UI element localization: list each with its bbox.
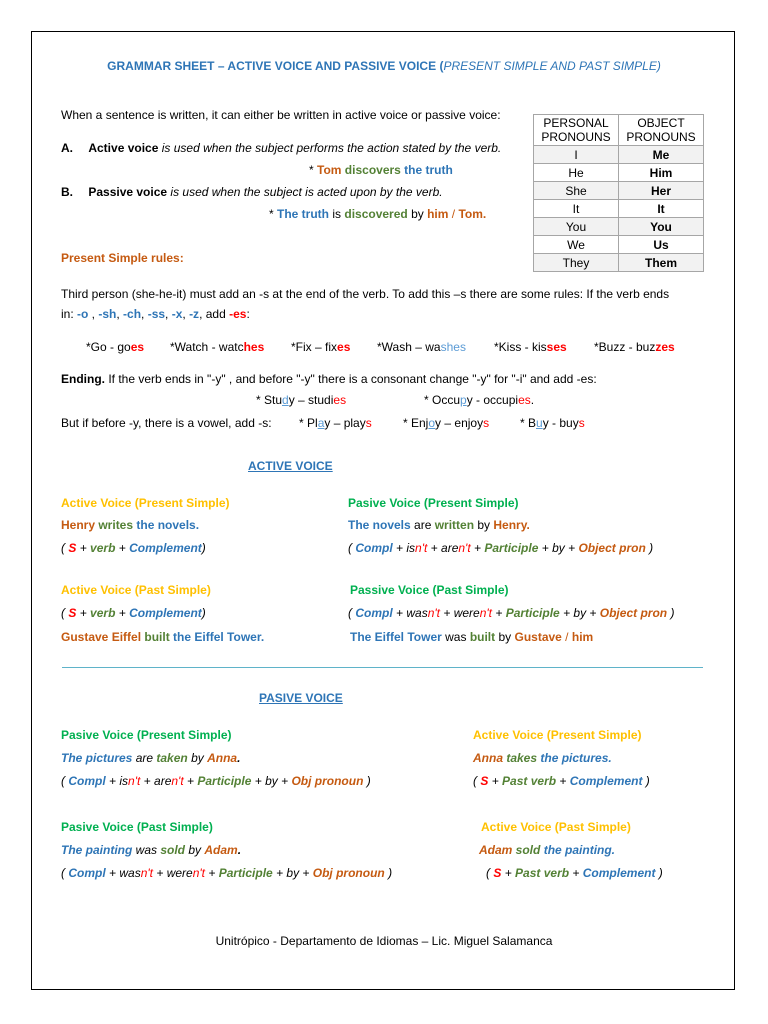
text-fragment: It bbox=[619, 200, 704, 218]
text-fragment: discovered bbox=[344, 207, 408, 221]
text-fragment: * B bbox=[520, 416, 537, 430]
text-fragment: Participle bbox=[218, 866, 273, 880]
es-example bbox=[494, 340, 567, 355]
text-fragment: Participle bbox=[484, 541, 539, 555]
text-fragment: Participle bbox=[197, 774, 252, 788]
text-fragment: ) bbox=[363, 774, 371, 788]
text-fragment: shes bbox=[440, 340, 466, 354]
table-row bbox=[534, 200, 704, 218]
text-fragment: ) bbox=[642, 774, 650, 788]
title-italic: PRESENT SIMPLE AND PAST SIMPLE) bbox=[443, 59, 661, 73]
text-fragment: Participle bbox=[505, 606, 560, 620]
text-fragment: n't bbox=[192, 866, 206, 880]
text-fragment: was bbox=[132, 843, 161, 857]
y-example-occupy bbox=[424, 393, 534, 408]
text-fragment: ) bbox=[384, 866, 393, 880]
text-fragment: es bbox=[130, 340, 145, 354]
text-fragment: y – enjoy bbox=[435, 416, 484, 430]
text-fragment: + bbox=[492, 606, 506, 620]
text-fragment: , bbox=[88, 307, 99, 321]
text-fragment: + bbox=[488, 774, 503, 788]
text-fragment: Us bbox=[619, 236, 704, 254]
text-fragment: It bbox=[534, 200, 619, 218]
text-fragment: Anna bbox=[473, 751, 503, 765]
text-fragment: The pictures bbox=[61, 751, 133, 765]
text-fragment: You bbox=[534, 218, 619, 236]
text-fragment: He bbox=[534, 164, 619, 182]
text-fragment: If the verb ends in "-y" , and before "-y" there is a consonant change "-y" for "-i" and add -es: bbox=[105, 372, 597, 386]
present-rules-heading: Present Simple rules: bbox=[61, 251, 184, 265]
text-fragment: Object pron bbox=[578, 541, 646, 555]
text-fragment: takes bbox=[503, 751, 538, 765]
text-fragment: Gustave Eiffel bbox=[61, 630, 142, 644]
text-fragment: . bbox=[530, 393, 535, 407]
text-fragment: sold bbox=[160, 843, 186, 857]
section-divider bbox=[62, 667, 703, 668]
text-fragment: him bbox=[571, 630, 594, 644]
def-a-example bbox=[309, 163, 453, 178]
text-fragment: -es bbox=[229, 307, 247, 321]
def-a-letter: A. bbox=[61, 141, 73, 155]
rules-line-2 bbox=[61, 307, 250, 322]
text-fragment: is bbox=[329, 207, 345, 221]
text-fragment: + bbox=[205, 866, 219, 880]
text-fragment: + is bbox=[105, 774, 129, 788]
text-fragment: + were bbox=[440, 606, 480, 620]
text-fragment: + bbox=[76, 541, 91, 555]
text-fragment: Henry bbox=[61, 518, 96, 532]
text-fragment: / bbox=[561, 630, 572, 644]
text-fragment: *Kiss - kis bbox=[494, 340, 547, 354]
text-fragment: *Wash – wa bbox=[377, 340, 441, 354]
text-fragment: + are bbox=[427, 541, 459, 555]
text-fragment: ( bbox=[61, 866, 69, 880]
text-fragment: d bbox=[282, 393, 289, 407]
text-fragment: ( bbox=[486, 866, 494, 880]
text-fragment: The painting bbox=[61, 843, 133, 857]
text-fragment: -sh bbox=[98, 307, 117, 321]
table-row bbox=[534, 236, 704, 254]
text-fragment: by bbox=[185, 843, 205, 857]
text-fragment: hes bbox=[243, 340, 265, 354]
text-fragment: Ending. bbox=[61, 372, 105, 386]
passive-present-formula bbox=[348, 541, 653, 556]
text-fragment: * Stu bbox=[256, 393, 283, 407]
text-fragment: Henry bbox=[493, 518, 527, 532]
text-fragment: * bbox=[269, 207, 278, 221]
text-fragment: + by + bbox=[272, 866, 313, 880]
table-row bbox=[534, 182, 704, 200]
text-fragment: The Eiffel Tower bbox=[350, 630, 442, 644]
def-b-example bbox=[269, 207, 486, 222]
text-fragment: *Watch - watc bbox=[170, 340, 244, 354]
def-passive bbox=[61, 185, 443, 200]
text-fragment: es bbox=[518, 393, 531, 407]
text-fragment: Object pron bbox=[599, 606, 668, 620]
text-fragment: Tom bbox=[458, 207, 483, 221]
text-fragment: by bbox=[407, 207, 428, 221]
text-fragment: ( bbox=[61, 541, 69, 555]
text-fragment: ( bbox=[61, 606, 69, 620]
text-fragment: + bbox=[115, 541, 130, 555]
text-fragment: Compl bbox=[68, 866, 106, 880]
text-fragment: ) bbox=[655, 866, 663, 880]
text-fragment: y – studi bbox=[288, 393, 334, 407]
text-fragment: writes bbox=[95, 518, 134, 532]
text-fragment: Gustave bbox=[514, 630, 562, 644]
text-fragment: y – play bbox=[324, 416, 366, 430]
es-example bbox=[594, 340, 675, 355]
pronoun-table bbox=[533, 114, 704, 272]
text-fragment: + are bbox=[140, 774, 172, 788]
active2-present-formula bbox=[473, 774, 650, 789]
text-fragment: + bbox=[470, 541, 485, 555]
text-fragment: Adam bbox=[204, 843, 238, 857]
passive-past-label: Passive Voice (Past Simple) bbox=[350, 583, 509, 597]
def-b-letter: B. bbox=[61, 185, 73, 199]
passive-past-example bbox=[350, 630, 593, 645]
text-fragment: + is bbox=[392, 541, 416, 555]
text-fragment: S bbox=[493, 866, 502, 880]
active-past-label: Active Voice (Past Simple) bbox=[61, 583, 211, 597]
passive2-past-formula bbox=[61, 866, 392, 881]
text-fragment: Complement bbox=[129, 606, 202, 620]
es-example bbox=[377, 340, 466, 355]
text-fragment: *Fix – fix bbox=[291, 340, 338, 354]
text-fragment: p bbox=[460, 393, 467, 407]
text-fragment: ) bbox=[201, 606, 206, 620]
active2-past-label: Active Voice (Past Simple) bbox=[481, 820, 631, 834]
text-fragment: + bbox=[76, 606, 91, 620]
passive2-present-formula bbox=[61, 774, 371, 789]
text-fragment: Compl bbox=[355, 541, 393, 555]
text-fragment: s bbox=[578, 416, 585, 430]
passive2-present-example bbox=[61, 751, 240, 766]
text-fragment: + by + bbox=[538, 541, 579, 555]
active2-present-example bbox=[473, 751, 612, 766]
text-fragment: built bbox=[141, 630, 170, 644]
text-fragment: written bbox=[434, 518, 475, 532]
es-example bbox=[291, 340, 350, 355]
text-fragment: Past verb bbox=[515, 866, 570, 880]
active-present-label: Active Voice (Present Simple) bbox=[61, 496, 230, 510]
text-fragment: n't bbox=[140, 866, 154, 880]
text-fragment: built bbox=[469, 630, 496, 644]
text-fragment: ses bbox=[546, 340, 567, 354]
footer-text: Unitrópico - Departamento de Idiomas – Lic. Miguel Salamanca bbox=[215, 934, 553, 948]
text-fragment: ( bbox=[348, 606, 356, 620]
text-fragment: o bbox=[428, 416, 436, 430]
text-fragment: ( bbox=[473, 774, 481, 788]
text-fragment: -ch bbox=[123, 307, 142, 321]
text-fragment: discovers bbox=[341, 163, 401, 177]
text-fragment: Complement bbox=[582, 866, 656, 880]
text-fragment: -z bbox=[189, 307, 200, 321]
passive-present-example bbox=[348, 518, 530, 533]
text-fragment: Obj pronoun bbox=[312, 866, 385, 880]
active-present-formula bbox=[61, 541, 206, 556]
def-a-term: Active voice bbox=[88, 141, 159, 155]
text-fragment: s bbox=[483, 416, 490, 430]
text-fragment: Compl bbox=[355, 606, 393, 620]
text-fragment: , bbox=[182, 307, 190, 321]
active-present-example bbox=[61, 518, 199, 533]
text-fragment: the pictures. bbox=[537, 751, 612, 765]
text-fragment: The novels bbox=[348, 518, 411, 532]
text-fragment: : bbox=[246, 307, 250, 321]
text-fragment: by bbox=[187, 751, 208, 765]
text-fragment: ) bbox=[645, 541, 654, 555]
table-row bbox=[534, 146, 704, 164]
text-fragment: * Pl bbox=[299, 416, 318, 430]
text-fragment: es bbox=[333, 393, 347, 407]
text-fragment: + by + bbox=[251, 774, 292, 788]
table-row bbox=[534, 254, 704, 272]
text-fragment: -o bbox=[77, 307, 89, 321]
text-fragment: Tom bbox=[317, 163, 342, 177]
passive-present-label: Pasive Voice (Present Simple) bbox=[348, 496, 519, 510]
passive-past-formula bbox=[348, 606, 674, 621]
text-fragment: n't bbox=[427, 606, 441, 620]
active2-present-label: Active Voice (Present Simple) bbox=[473, 728, 642, 742]
passive2-present-label: Pasive Voice (Present Simple) bbox=[61, 728, 232, 742]
text-fragment: verb bbox=[90, 541, 116, 555]
vowel-rule: But if before -y, there is a vowel, add -s: bbox=[61, 416, 272, 430]
text-fragment: Me bbox=[619, 146, 704, 164]
text-fragment: + was bbox=[392, 606, 428, 620]
text-fragment: in: bbox=[61, 307, 78, 321]
text-fragment: sold bbox=[512, 843, 541, 857]
text-fragment: ) bbox=[667, 606, 675, 620]
intro-text: When a sentence is written, it can either be written in active voice or passive voice: bbox=[61, 108, 501, 122]
text-fragment: by bbox=[474, 518, 494, 532]
text-fragment: Her bbox=[619, 182, 704, 200]
text-fragment: ( bbox=[61, 774, 69, 788]
text-fragment: ) bbox=[201, 541, 206, 555]
text-fragment: + bbox=[183, 774, 198, 788]
vowel-example bbox=[299, 416, 372, 431]
text-fragment: I bbox=[534, 146, 619, 164]
text-fragment: es bbox=[337, 340, 351, 354]
text-fragment: . bbox=[482, 207, 487, 221]
text-fragment: Compl bbox=[68, 774, 106, 788]
es-example bbox=[170, 340, 264, 355]
passive2-past-example bbox=[61, 843, 241, 858]
text-fragment: Complement bbox=[569, 774, 643, 788]
text-fragment: n't bbox=[128, 774, 141, 788]
def-active bbox=[61, 141, 501, 156]
text-fragment: ( bbox=[348, 541, 356, 555]
text-fragment: They bbox=[534, 254, 619, 272]
text-fragment: -x bbox=[171, 307, 183, 321]
header-object: OBJECT PRONOUNS bbox=[619, 115, 704, 146]
text-fragment: Complement bbox=[129, 541, 202, 555]
def-b-term: Passive voice bbox=[88, 185, 168, 199]
text-fragment: n't bbox=[415, 541, 428, 555]
def-b-text: is used when the subject is acted upon by the verb. bbox=[167, 185, 443, 199]
text-fragment: + bbox=[569, 866, 583, 880]
active-voice-heading: ACTIVE VOICE bbox=[248, 459, 333, 473]
text-fragment: by bbox=[495, 630, 515, 644]
text-fragment: verb bbox=[90, 606, 116, 620]
def-a-text: is used when the subject performs the action stated by the verb. bbox=[158, 141, 502, 155]
text-fragment: * Occu bbox=[424, 393, 461, 407]
text-fragment: Anna bbox=[207, 751, 238, 765]
text-fragment: , bbox=[141, 307, 148, 321]
text-fragment: , add bbox=[199, 307, 230, 321]
text-fragment: Past verb bbox=[502, 774, 557, 788]
text-fragment: s bbox=[365, 416, 372, 430]
vowel-example bbox=[520, 416, 585, 431]
text-fragment: *Buzz - buz bbox=[594, 340, 656, 354]
active2-past-formula bbox=[486, 866, 663, 881]
text-fragment: / bbox=[448, 207, 459, 221]
text-fragment: + was bbox=[105, 866, 141, 880]
ending-rule bbox=[61, 372, 597, 387]
text-fragment: . bbox=[526, 518, 530, 532]
active2-past-example bbox=[479, 843, 615, 858]
text-fragment: * Enj bbox=[403, 416, 429, 430]
title-main: GRAMMAR SHEET – ACTIVE VOICE AND PASSIVE VOICE ( bbox=[107, 59, 444, 73]
y-example-study bbox=[256, 393, 346, 408]
header-personal: PERSONAL PRONOUNS bbox=[534, 115, 619, 146]
passive2-past-label: Pasive Voice (Past Simple) bbox=[61, 820, 213, 834]
text-fragment: y - buy bbox=[542, 416, 579, 430]
text-fragment: We bbox=[534, 236, 619, 254]
text-fragment: You bbox=[619, 218, 704, 236]
text-fragment: n't bbox=[458, 541, 471, 555]
text-fragment: + by + bbox=[559, 606, 600, 620]
text-fragment: y - occupi bbox=[466, 393, 519, 407]
text-fragment: , bbox=[165, 307, 172, 321]
text-fragment: was bbox=[441, 630, 470, 644]
table-row bbox=[534, 218, 704, 236]
text-fragment: , bbox=[116, 307, 124, 321]
text-fragment: him bbox=[427, 207, 449, 221]
text-fragment: a bbox=[317, 416, 325, 430]
text-fragment: u bbox=[536, 416, 543, 430]
text-fragment: + bbox=[501, 866, 516, 880]
text-fragment: . bbox=[237, 843, 242, 857]
page-title bbox=[0, 59, 768, 74]
text-fragment: S bbox=[480, 774, 489, 788]
text-fragment: + bbox=[556, 774, 570, 788]
text-fragment: the novels. bbox=[133, 518, 200, 532]
text-fragment: n't bbox=[479, 606, 493, 620]
text-fragment: *Go - go bbox=[86, 340, 131, 354]
active-past-example bbox=[61, 630, 264, 645]
text-fragment: taken bbox=[156, 751, 188, 765]
text-fragment: S bbox=[68, 541, 77, 555]
text-fragment: Adam bbox=[479, 843, 513, 857]
text-fragment: S bbox=[68, 606, 77, 620]
text-fragment: n't bbox=[171, 774, 184, 788]
text-fragment: Obj pronoun bbox=[291, 774, 364, 788]
text-fragment: * bbox=[309, 163, 318, 177]
active-past-formula bbox=[61, 606, 206, 621]
passive-voice-heading: PASIVE VOICE bbox=[259, 691, 343, 705]
text-fragment: . bbox=[237, 751, 241, 765]
table-row bbox=[534, 164, 704, 182]
text-fragment: the Eiffel Tower. bbox=[169, 630, 265, 644]
vowel-example bbox=[403, 416, 489, 431]
text-fragment: the painting. bbox=[540, 843, 616, 857]
text-fragment: + bbox=[115, 606, 130, 620]
text-fragment: Them bbox=[619, 254, 704, 272]
text-fragment: are bbox=[410, 518, 435, 532]
rules-line-1: Third person (she-he-it) must add an -s at the end of the verb. To add this –s there are some rules: If the verb ends bbox=[61, 287, 670, 301]
text-fragment: The truth bbox=[277, 207, 330, 221]
text-fragment: -ss bbox=[147, 307, 166, 321]
text-fragment: zes bbox=[655, 340, 675, 354]
es-example bbox=[86, 340, 144, 355]
text-fragment: are bbox=[132, 751, 157, 765]
text-fragment: She bbox=[534, 182, 619, 200]
text-fragment: + were bbox=[153, 866, 193, 880]
table-header bbox=[534, 115, 704, 146]
text-fragment: the truth bbox=[400, 163, 453, 177]
text-fragment: Him bbox=[619, 164, 704, 182]
